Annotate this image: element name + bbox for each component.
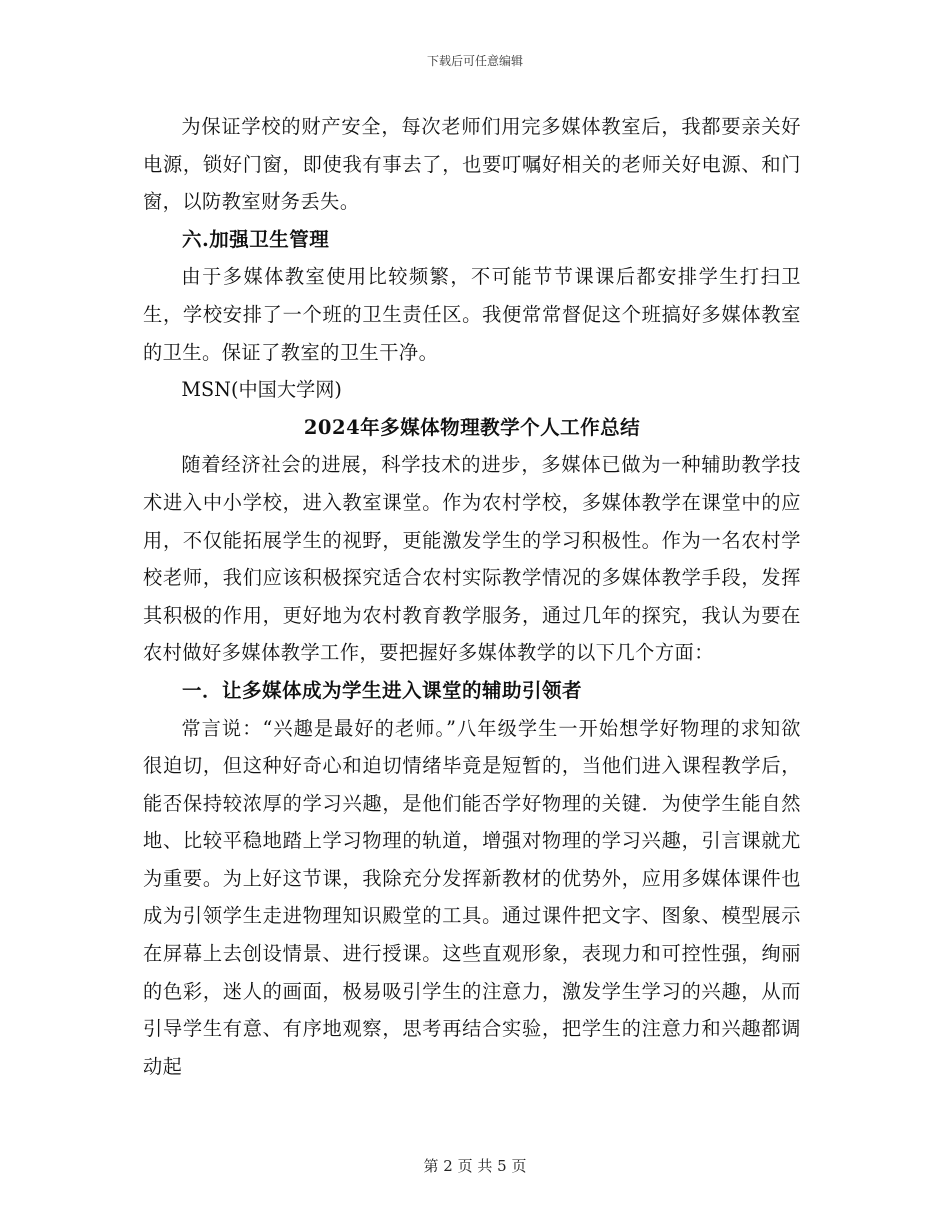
paragraph-property-safety: 为保证学校的财产安全，每次老师们用完多媒体教室后，我都要亲关好电源，锁好门窗，即使我有事去了，也要叮嘱好相关的老师关好电源、和门窗，以防教室财务丢失。 (143, 115, 801, 214)
section-heading-guide: 一．让多媒体成为学生进入课堂的辅助引领者 (182, 678, 583, 702)
paragraph-introduction: 随着经济社会的进展，科学技术的进步，多媒体已做为一种辅助教学技术进入中小学校，进入教室课堂。作为农村学校，多媒体教学在课堂中的应用，不仅能拓展学生的视野，更能激发学生的学习积极性。作为一名农村学校老师，我们应该积极探究适合农村实际教学情况的多媒体教学手段，发挥其积极的作用，更好地为农村教育教学服务，通过几年的探究，我认为要在农村做好多媒体教学工作，要把握好多媒体教学的以下几个方面： (143, 453, 801, 665)
section-heading-hygiene: 六.加强卫生管理 (182, 227, 330, 251)
page-number: 第 2 页 共 5 页 (423, 1157, 527, 1175)
page-header-note: 下载后可任意编辑 (426, 54, 523, 68)
source-credit: MSN(中国大学网) (181, 378, 342, 402)
document-title: 2024年多媒体物理教学个人工作总结 (303, 415, 641, 439)
paragraph-interest: 常言说：“兴趣是最好的老师。”八年级学生一开始想学好物理的求知欲很迫切，但这种好奇心和迫切情绪毕竟是短暂的，当他们进入课程教学后，能否保持较浓厚的学习兴趣，是他们能否学好物理的关键．为使学生能自然地、比较平稳地踏上学习物理的轨道，增强对物理的学习兴趣，引言课就尤为重要。为上好这节课，我除充分发挥新教材的优势外，应用多媒体课件也成为引领学生走进物理知识殿堂的工具。通过课件把文字、图象、模型展示在屏幕上去创设情景、进行授课。这些直观形象，表现力和可控性强，绚丽的色彩，迷人的画面，极易吸引学生的注意力，激发学生学习的兴趣，从而引导学生有意、有序地观察，思考再结合实验，把学生的注意力和兴趣都调动起 (143, 716, 801, 1078)
paragraph-hygiene: 由于多媒体教室使用比较频繁，不可能节节课课后都安排学生打扫卫生，学校安排了一个班的卫生责任区。我便常常督促这个班搞好多媒体教室的卫生。保证了教室的卫生干净。 (143, 265, 801, 364)
document-body (143, 108, 801, 1085)
